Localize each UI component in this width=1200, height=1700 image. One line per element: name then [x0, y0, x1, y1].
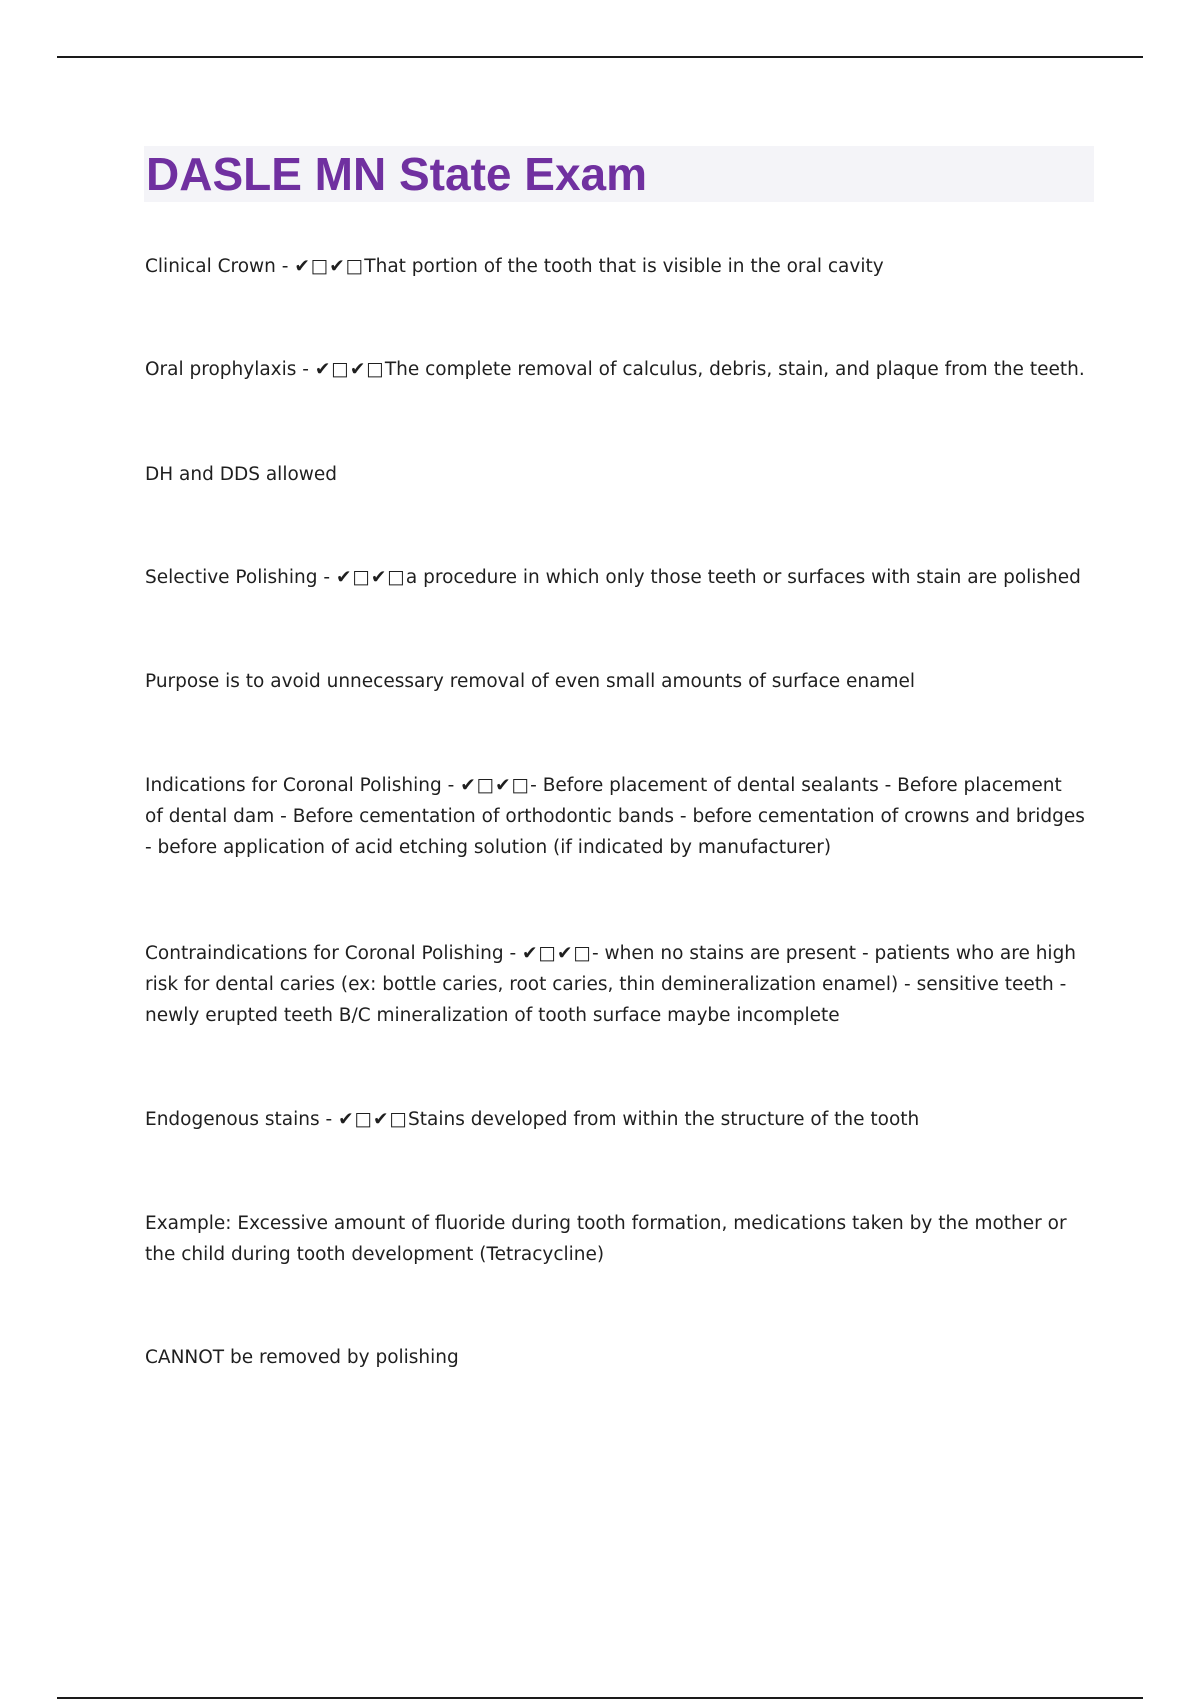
checkmark-marker: ✔□✔□ [335, 567, 406, 588]
entry-term: Oral prophylaxis - [145, 359, 315, 380]
entry-selective-polishing [145, 562, 1085, 593]
entry-term: Selective Polishing - [145, 567, 336, 588]
entry-term: Indications for Coronal Polishing - [145, 775, 461, 796]
entry-term: Clinical Crown - [145, 256, 295, 277]
entry-definition: The complete removal of calculus, debris, stain, and plaque from the teeth. [384, 359, 1085, 380]
entry-cannot-remove [145, 1342, 1085, 1373]
entry-definition: - Before placement of dental sealants - Before placement of dental dam - Before cementation of orthodontic bands - before cementation of crowns and bridges - before application of acid etching solution (if indicated by manufacturer) [145, 775, 1085, 858]
entry-text: Purpose is to avoid unnecessary removal of even small amounts of surface enamel [145, 671, 916, 692]
entry-term: Contraindications for Coronal Polishing - [145, 943, 523, 964]
entry-example [145, 1208, 1085, 1270]
entry-definition: Stains developed from within the structure of the tooth [408, 1109, 920, 1130]
page-title: DASLE MN State Exam [146, 148, 648, 200]
checkmark-marker: ✔□✔□ [338, 1109, 409, 1130]
bottom-rule [57, 1697, 1143, 1699]
entry-purpose [145, 666, 1085, 697]
checkmark-marker: ✔□✔□ [314, 359, 385, 380]
entry-term: Endogenous stains - [145, 1109, 339, 1130]
entry-definition: That portion of the tooth that is visible in the oral cavity [364, 256, 884, 277]
entry-text: CANNOT be removed by polishing [145, 1347, 459, 1368]
checkmark-marker: ✔□✔□ [460, 775, 531, 796]
entry-text: DH and DDS allowed [145, 464, 338, 485]
entry-endogenous-stains [145, 1104, 1085, 1135]
entry-oral-prophylaxis [145, 354, 1085, 385]
top-rule [57, 56, 1143, 58]
entry-clinical-crown [145, 251, 1085, 282]
entry-definition: - when no stains are present - patients who are high risk for dental caries (ex: bottle caries, root caries, thin demineralization enamel) - sensitive teeth - newly erupted teeth B/C mineralization of tooth surface maybe incomplete [145, 943, 1077, 1026]
entry-indications [145, 770, 1085, 863]
entry-definition: a procedure in which only those teeth or surfaces with stain are polished [405, 567, 1081, 588]
entry-dh-dds-allowed [145, 459, 1085, 490]
checkmark-marker: ✔□✔□ [522, 943, 592, 964]
entry-contraindications [145, 938, 1085, 1031]
entry-text: Example: Excessive amount of fluoride during tooth formation, medications taken by the mother or the child during tooth development (Tetracycline) [145, 1213, 1067, 1265]
checkmark-marker: ✔□✔□ [294, 256, 365, 277]
